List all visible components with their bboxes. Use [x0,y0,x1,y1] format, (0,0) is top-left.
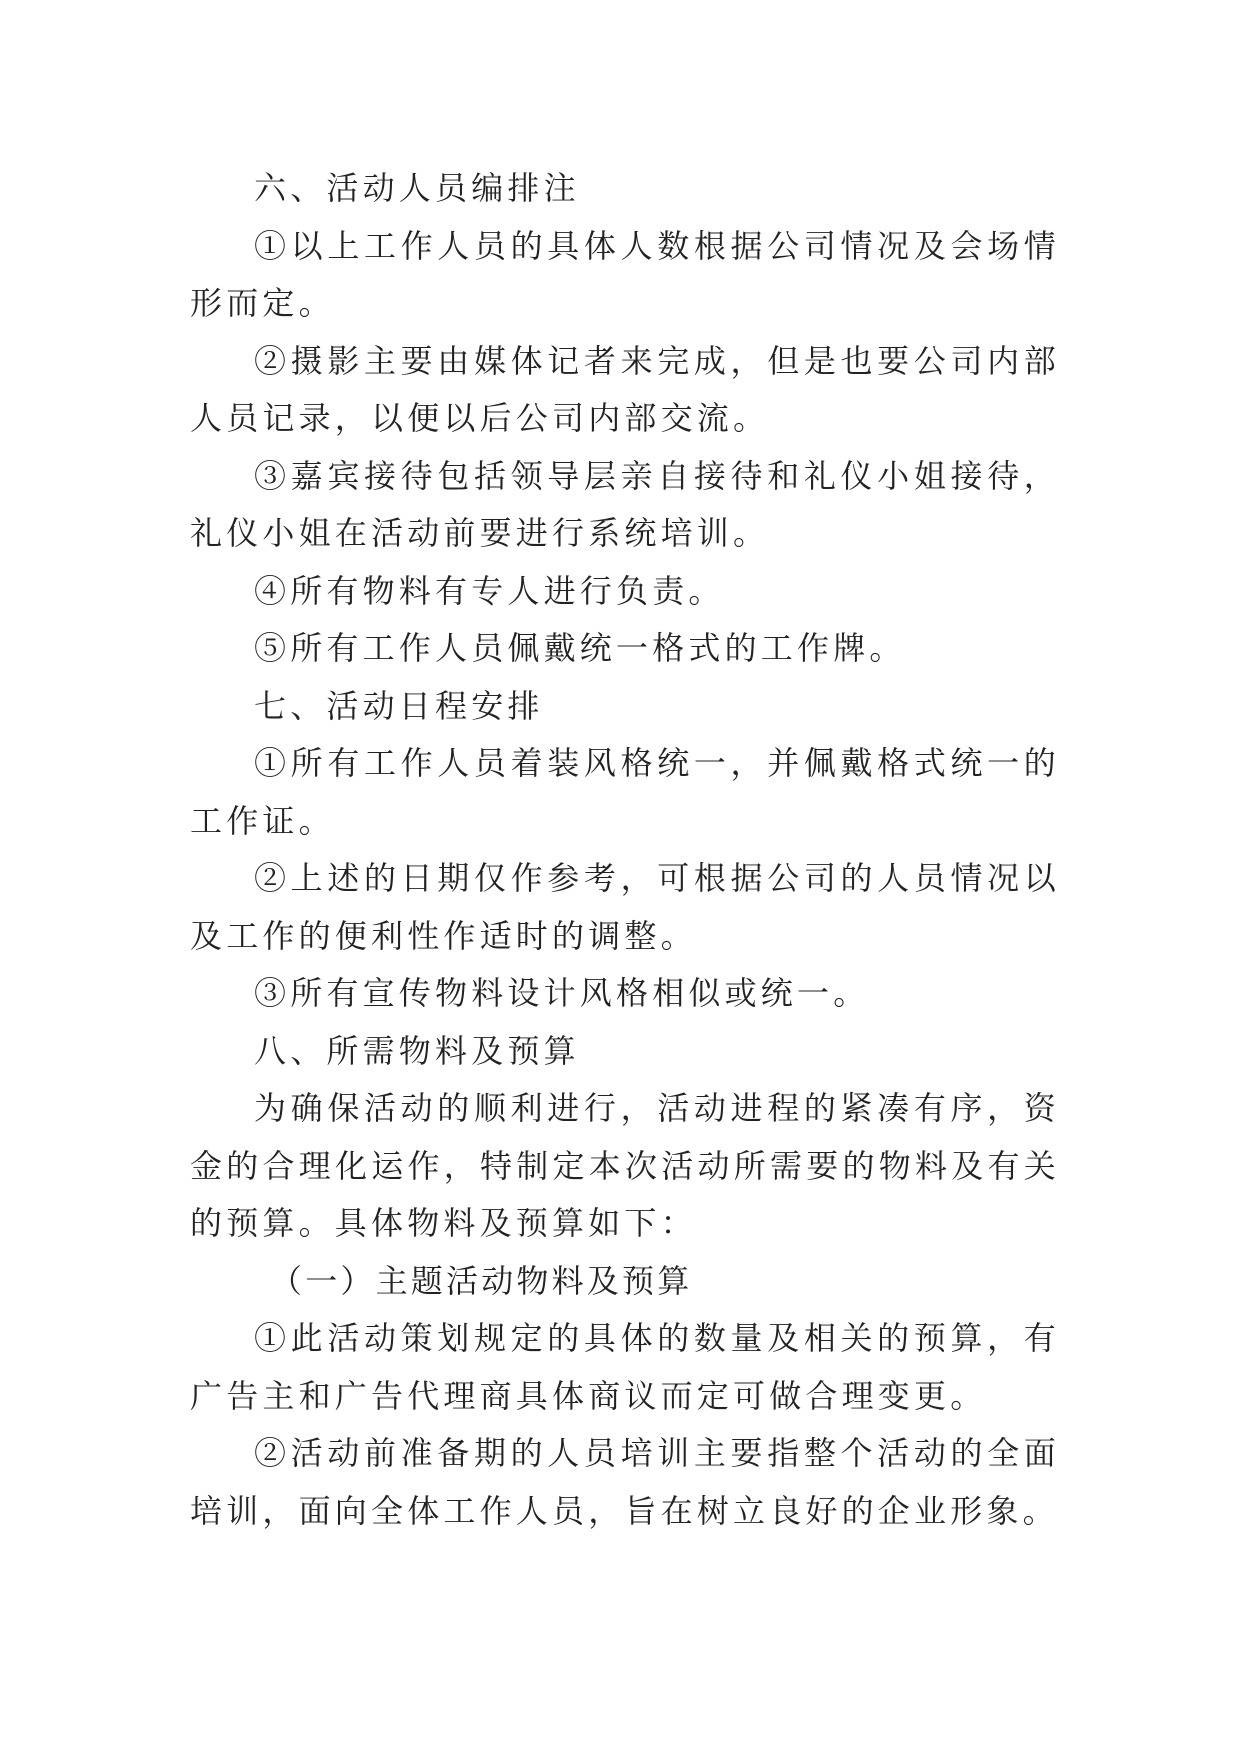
list-item: ①所有工作人员着装风格统一，并佩戴格式统一的工作证。 [190,744,1060,840]
list-item: ③嘉宾接待包括领导层亲自接待和礼仪小姐接待，礼仪小姐在活动前要进行系统培训。 [190,456,1060,552]
document-body [190,160,1060,1540]
list-item: ②上述的日期仅作参考，可根据公司的人员情况以及工作的便利性作适时的调整。 [190,859,1060,955]
section-heading: 六、活动人员编排注 [254,169,580,207]
body-paragraph: 为确保活动的顺利进行，活动进程的紧凑有序，资金的合理化运作，特制定本次活动所需要的物料及有关的预算。具体物料及预算如下： [190,1089,1060,1242]
section-heading: 八、所需物料及预算 [254,1031,580,1070]
list-item: ③所有宣传物料设计风格相似或统一。 [254,974,870,1012]
list-item: ①此活动策划规定的具体的数量及相关的预算，有广告主和广告代理商具体商议而定可做合理变更。 [190,1319,1060,1415]
list-item: ②摄影主要由媒体记者来完成，但是也要公司内部人员记录，以便以后公司内部交流。 [190,341,1060,437]
section-heading: 七、活动日程安排 [254,686,544,725]
list-item: ①以上工作人员的具体人数根据公司情况及会场情形而定。 [190,226,1060,322]
subsection-heading: （一）主题活动物料及预算 [270,1261,693,1300]
list-item: ⑤所有工作人员佩戴统一格式的工作牌。 [254,629,906,667]
list-item: ④所有物料有专人进行负责。 [254,571,725,610]
list-item: ②活动前准备期的人员培训主要指整个活动的全面培训，面向全体工作人员，旨在树立良好的企业形象。 [190,1434,1060,1530]
